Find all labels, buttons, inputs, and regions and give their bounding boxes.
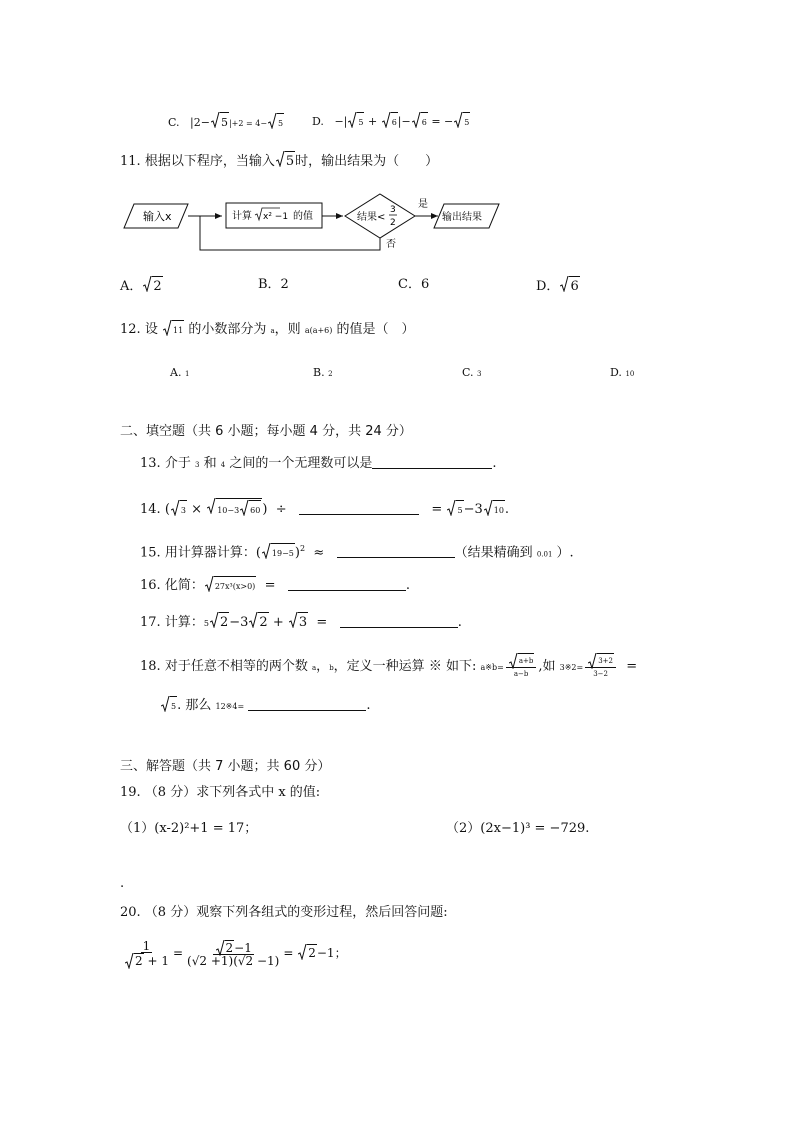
compute-radicand: x² −1 [263,212,289,222]
input-label: 输入x [143,210,172,223]
condition-den: 2 [390,218,396,228]
q12-stem: 12. 设 11 的小数部分为 a，则 a(a+6) 的值是（ ） [120,320,415,340]
q13-answer-blank [372,456,492,469]
q11-option-c: C．6 [398,277,430,292]
q18-answer-blank [248,698,366,711]
q16-answer-blank [288,578,406,591]
condition-label: 结果< [357,212,386,223]
q15: 15. 用计算器计算：( 19−5)$^2$ ≈ （结果精确到 0.01 ）. [140,540,574,563]
q11-option-a: A． 2 [120,276,163,296]
q17: 17. 计算：5 2−3 2 + 3 = . [140,612,462,633]
q13: 13. 介于 3 和 4 之间的一个无理数可以是 . [140,456,497,471]
q10-option-c: C. |2− 5|+2 = 4− 5 [168,112,284,133]
q11-flowchart [118,188,508,254]
q12-option-d: D. 10 [610,366,635,379]
q20-title: 20. （8 分）观察下列各组式的变形过程，然后回答问题: [120,905,448,920]
q11-stem: 11. 根据以下程序，当输入 5时，输出结果为（ ） [120,151,438,171]
q11-option-b: B．2 [258,277,289,292]
q19-part1: （1）(x-2)²+1 = 17； [120,821,258,836]
q18-line2: 5. 那么 12※4= . [160,696,370,716]
compute-prefix: 计算 [232,211,252,222]
q17-answer-blank [340,615,458,628]
yes-label: 是 [418,199,428,210]
q19-part2: （2）(2x−1)³ = −729. [446,821,590,836]
q20-example: $\frac{1}{2 + 1}$ = $\frac{2-1}{(√2 +1)(√2 -1)}$ = 2−1； [120,940,347,967]
q18-line1: 18. 对于任意不相等的两个数 a，b，定义一种运算 ※ 如下: a※b= $\frac{a+b}{a-b}$ ,如 3※2= $\frac{3+2}{3-2}$ = [140,653,637,680]
output-label: 输出结果 [442,212,482,223]
q19-title: 19. （8 分）求下列各式中 x 的值: [120,785,321,800]
section3-title: 三、解答题（共 7 小题；共 60 分） [120,759,331,774]
no-label: 否 [386,239,396,250]
radical: 5 [211,112,229,132]
q16: 16. 化简： 27x³(x>0) = . [140,576,410,596]
section2-title: 二、填空题（共 6 小题；每小题 4 分，共 24 分） [120,424,412,439]
condition-num: 3 [390,205,396,215]
q12-option-c: C. 3 [462,366,482,379]
q12-option-b: B. 2 [313,366,333,379]
q14-answer-blank [299,502,419,515]
q15-answer-blank [337,545,455,558]
q11-option-d: D． 6 [536,276,580,296]
q14: 14. ( 3 × 10−3 60 ) ÷ = 5−3 10. [140,498,509,520]
q10-option-d: D. −| 5 + 6|− 6 = − 5 [312,112,470,132]
stray-dot: . [120,876,125,891]
compute-suffix: 的值 [293,211,313,222]
q12-option-a: A. 1 [170,366,190,379]
